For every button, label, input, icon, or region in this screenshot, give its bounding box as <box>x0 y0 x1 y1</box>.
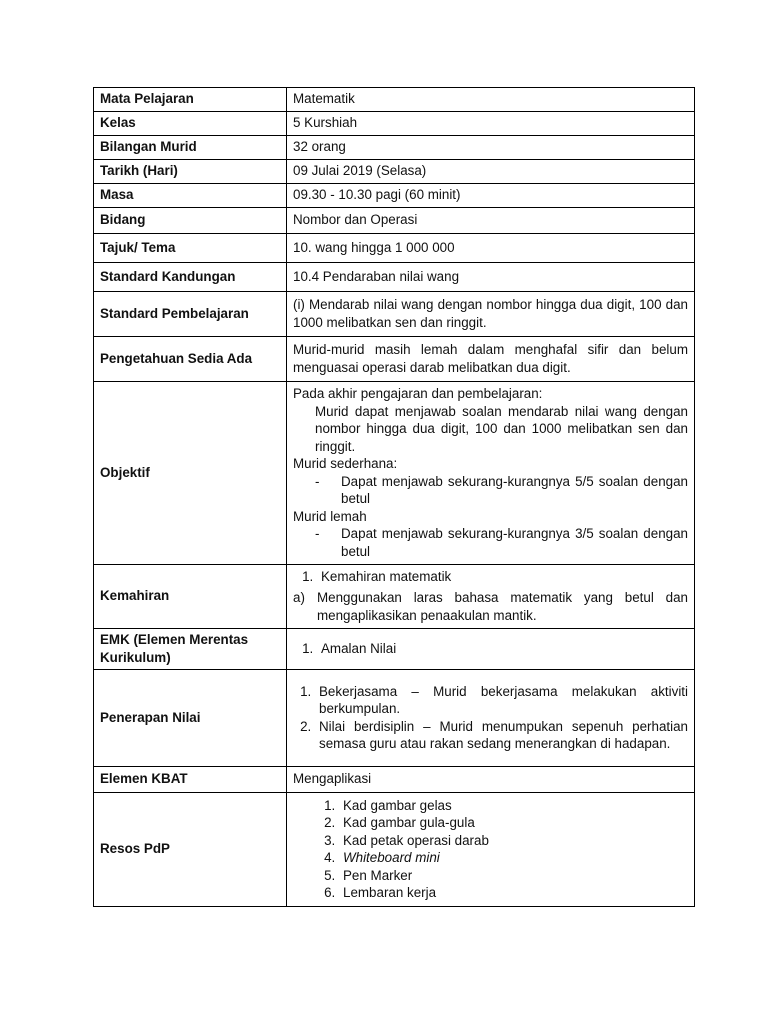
row-mata-pelajaran <box>94 88 695 112</box>
label-kelas: Kelas <box>94 112 287 136</box>
label-bidang: Bidang <box>94 208 287 234</box>
label-pengetahuan: Pengetahuan Sedia Ada <box>94 337 287 382</box>
dash-marker: - <box>315 526 320 541</box>
label-penerapan: Penerapan Nilai <box>94 670 287 767</box>
label-kbat: Elemen KBAT <box>94 767 287 793</box>
label-tarikh: Tarikh (Hari) <box>94 160 287 184</box>
row-emk <box>94 629 695 670</box>
value-kemahiran <box>287 565 695 629</box>
resos-list <box>293 797 688 902</box>
objektif-sederhana-item <box>293 473 688 508</box>
row-standard-pembelajaran <box>94 292 695 337</box>
sub-marker: a) <box>293 590 305 606</box>
value-standard-kandungan: 10.4 Pendaraban nilai wang <box>287 263 695 292</box>
resos-item: 5. Pen Marker <box>339 867 688 885</box>
kemahiran-sub-text: Menggunakan laras bahasa matematik yang betul dan mengaplikasikan penaakulan mantik. <box>317 590 688 623</box>
value-objektif <box>287 382 695 565</box>
objektif-main: Murid dapat menjawab soalan mendarab nilai wang dengan nombor hingga dua digit, 100 dan 1000 melibatkan sen dan ringgit. <box>315 403 688 454</box>
label-mata-pelajaran: Mata Pelajaran <box>94 88 287 112</box>
objektif-lemah-item <box>293 525 688 560</box>
value-tarikh: 09 Julai 2019 (Selasa) <box>287 160 695 184</box>
row-tarikh <box>94 160 695 184</box>
value-penerapan <box>287 670 695 767</box>
row-kemahiran <box>94 565 695 629</box>
row-pengetahuan <box>94 337 695 382</box>
row-standard-kandungan <box>94 263 695 292</box>
row-bilangan-murid <box>94 136 695 160</box>
resos-item: 6. Lembaran kerja <box>339 884 688 902</box>
label-emk: EMK (Elemen Merentas Kurikulum) <box>94 629 287 670</box>
label-masa: Masa <box>94 184 287 208</box>
dash-marker: - <box>315 473 320 489</box>
row-kelas <box>94 112 695 136</box>
emk-list <box>293 640 688 658</box>
value-mata-pelajaran: Matematik <box>287 88 695 112</box>
label-objektif: Objektif <box>94 382 287 565</box>
row-kbat <box>94 767 695 793</box>
value-emk <box>287 629 695 670</box>
kemahiran-list <box>293 568 688 586</box>
value-kbat: Mengaplikasi <box>287 767 695 793</box>
row-resos <box>94 793 695 907</box>
value-standard-pembelajaran: (i) Mendarab nilai wang dengan nombor hingga dua digit, 100 dan 1000 melibatkan sen dan ringgit. <box>287 292 695 337</box>
resos-item <box>339 849 688 867</box>
value-bidang: Nombor dan Operasi <box>287 208 695 234</box>
label-resos: Resos PdP <box>94 793 287 907</box>
row-penerapan <box>94 670 695 767</box>
objektif-sederhana-text: Dapat menjawab sekurang-kurangnya 5/5 soalan dengan betul <box>341 473 688 506</box>
kemahiran-sub-item <box>293 589 688 624</box>
objektif-lemah-label: Murid lemah <box>293 508 367 524</box>
label-standard-pembelajaran: Standard Pembelajaran <box>94 292 287 337</box>
objektif-lemah-text: Dapat menjawab sekurang-kurangnya 3/5 soalan dengan betul <box>341 526 688 559</box>
penerapan-list <box>293 683 688 753</box>
penerapan-item: 1. Bekerjasama – Murid bekerjasama melakukan aktiviti berkumpulan. <box>315 683 688 718</box>
value-tajuk: 10. wang hingga 1 000 000 <box>287 234 695 263</box>
row-masa <box>94 184 695 208</box>
resos-item: 3. Kad petak operasi darab <box>339 832 688 850</box>
label-tajuk: Tajuk/ Tema <box>94 234 287 263</box>
label-standard-kandungan: Standard Kandungan <box>94 263 287 292</box>
kemahiran-item: 1. Kemahiran matematik <box>317 568 688 586</box>
row-objektif <box>94 382 695 565</box>
penerapan-item: 2. Nilai berdisiplin – Murid menumpukan sepenuh perhatian semasa guru atau rakan sedang menerangkan di hadapan. <box>315 718 688 753</box>
lesson-plan-table <box>93 87 695 907</box>
resos-item: 2. Kad gambar gula-gula <box>339 814 688 832</box>
resos-item-text: Whiteboard mini <box>343 850 440 865</box>
objektif-sederhana-label: Murid sederhana: <box>293 456 398 471</box>
value-pengetahuan: Murid-murid masih lemah dalam menghafal sifir dan belum menguasai operasi darab melibatkan dua digit. <box>287 337 695 382</box>
value-resos <box>287 793 695 907</box>
label-kemahiran: Kemahiran <box>94 565 287 629</box>
value-bilangan-murid: 32 orang <box>287 136 695 160</box>
label-bilangan-murid: Bilangan Murid <box>94 136 287 160</box>
objektif-intro: Pada akhir pengajaran dan pembelajaran: <box>293 386 543 401</box>
resos-item: 1. Kad gambar gelas <box>339 797 688 815</box>
emk-item: 1. Amalan Nilai <box>317 640 688 658</box>
value-kelas: 5 Kurshiah <box>287 112 695 136</box>
value-masa: 09.30 - 10.30 pagi (60 minit) <box>287 184 695 208</box>
row-bidang <box>94 208 695 234</box>
row-tajuk <box>94 234 695 263</box>
